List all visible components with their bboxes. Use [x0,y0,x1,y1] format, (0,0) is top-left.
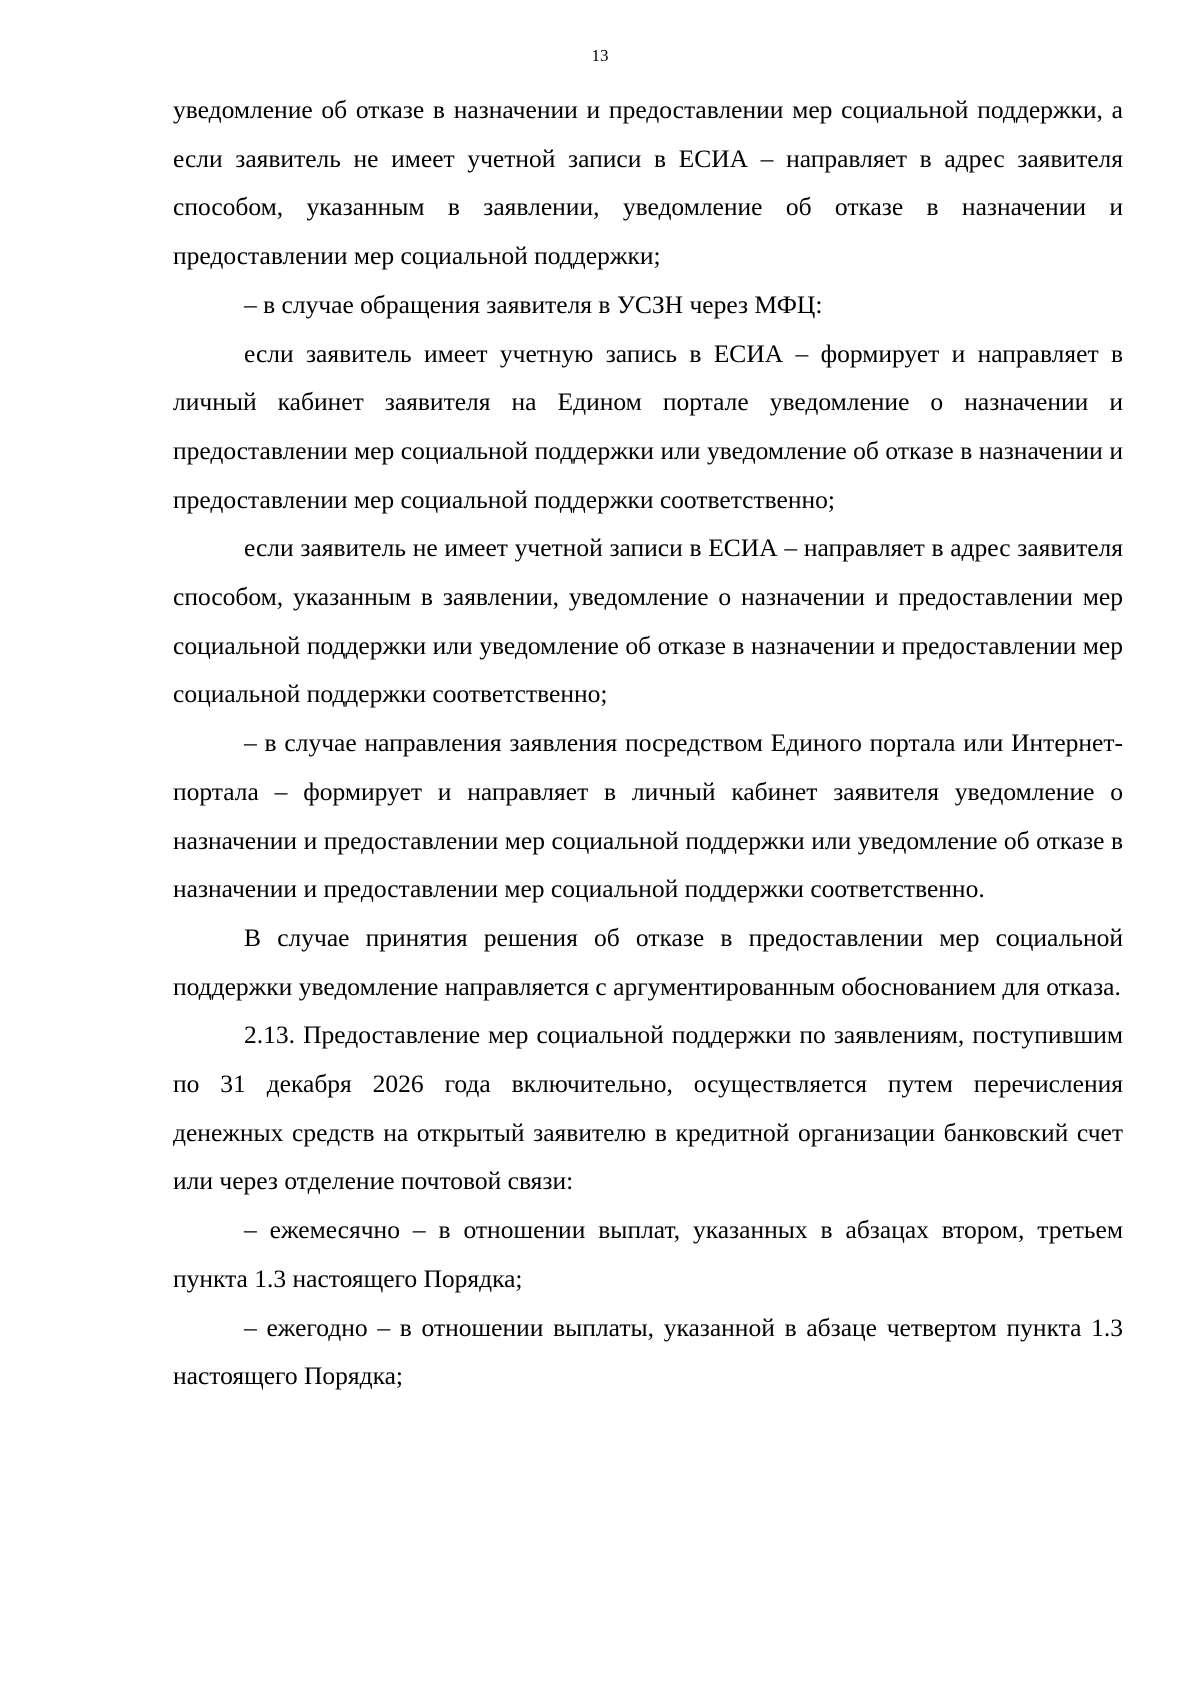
paragraph: если заявитель не имеет учетной записи в ЕСИА – направляет в адрес заявителя способом, указанным в заявлении, уведомление о назначении и предоставлении мер социальной поддержки или уведомление об отказе в назначении и предоставлении мер социальной поддержки соответственно; [173,533,1123,709]
page-number: 13 [591,46,609,65]
paragraph: – в случае обращения заявителя в УСЗН через МФЦ: [244,289,823,319]
paragraph: – ежемесячно – в отношении выплат, указанных в абзацах втором, третьем пункта 1.3 настоящего Порядка; [173,1215,1123,1293]
paragraph: – ежегодно – в отношении выплаты, указанной в абзаце четвертом пункта 1.3 настоящего Порядка; [173,1312,1123,1391]
paragraph: уведомление об отказе в назначении и предоставлении мер социальной поддержки, а если заявитель не имеет учетной записи в ЕСИА – направляет в адрес заявителя способом, указанным в заявлении, уведомление об отказе в назначении и предоставлении мер социальной поддержки; [173,95,1123,271]
paragraph: если заявитель имеет учетную запись в ЕСИА – формирует и направляет в личный кабинет заявителя на Едином портале уведомление о назначении и предоставлении мер социальной поддержки или уведомление об отказе в назначении и предоставлении мер социальной поддержки соответственно; [173,338,1123,514]
paragraph: – в случае направления заявления посредством Единого портала или Интернет-портала – формирует и направляет в личный кабинет заявителя уведомление о назначении и предоставлении мер социальной поддержки или уведомление об отказе в назначении и предоставлении мер социальной поддержки соответственно. [173,728,1123,904]
paragraph: 2.13. Предоставление мер социальной поддержки по заявлениям, поступившим по 31 декабря 2026 года включительно, осуществляется путем перечисления денежных средств на открытый заявителю в кредитной организации банковский счет или через отделение почтовой связи: [173,1020,1123,1196]
document-body [173,86,1123,1401]
paragraph: В случае принятия решения об отказе в предоставлении мер социальной поддержки уведомление направляется с аргументированным обоснованием для отказа. [173,922,1123,1001]
